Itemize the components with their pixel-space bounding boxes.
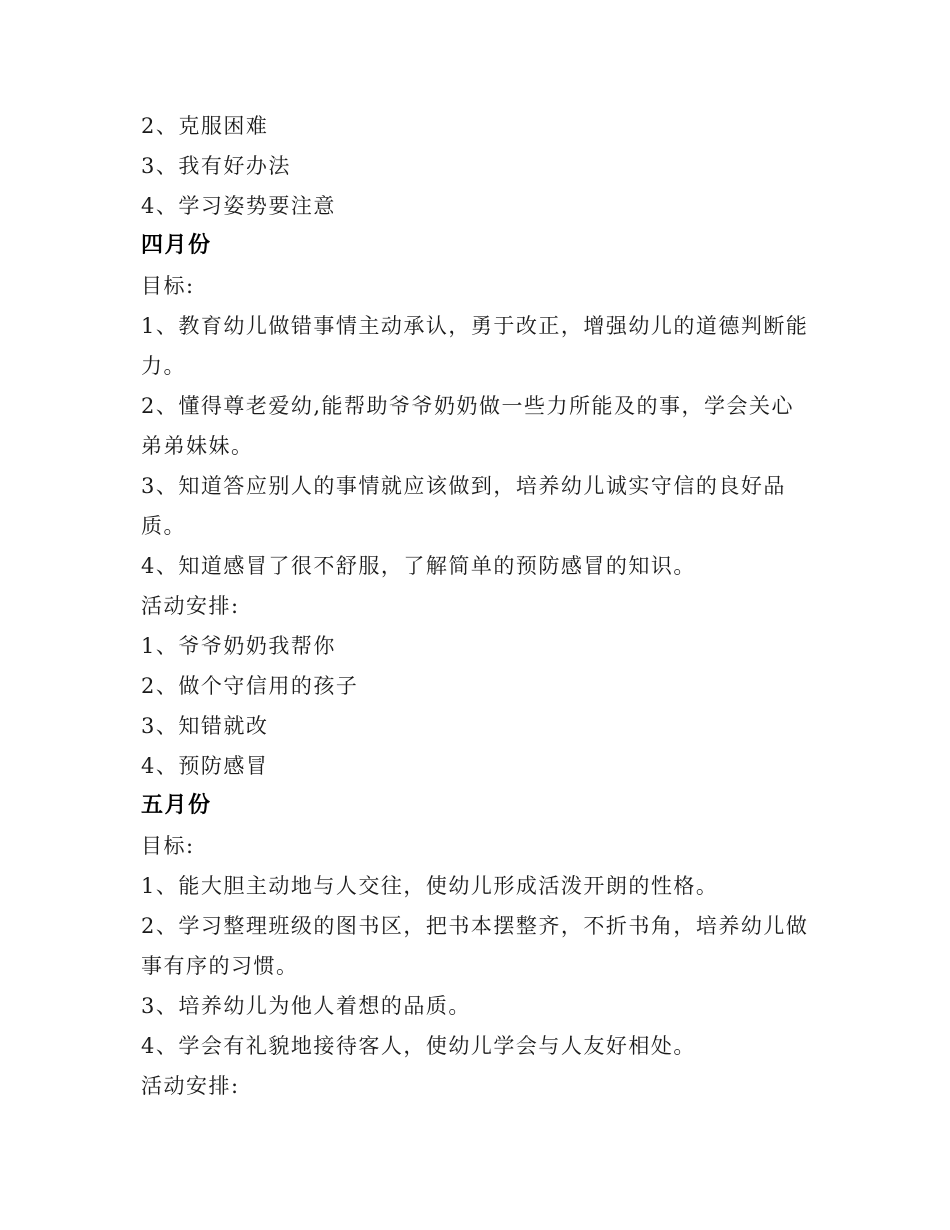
section-heading-april: 四月份 [141, 233, 212, 258]
goal-item: 2、懂得尊老爱幼,能帮助爷爷奶奶做一些力所能及的事，学会关心弟弟妹妹。 [141, 394, 795, 458]
activity-item: 4、预防感冒 [141, 754, 269, 778]
activity-item: 1、爷爷奶奶我帮你 [141, 634, 336, 658]
document-body [141, 106, 811, 1106]
goal-item: 3、知道答应别人的事情就应该做到，培养幼儿诚实守信的良好品质。 [141, 474, 786, 538]
goal-item: 4、学会有礼貌地接待客人，使幼儿学会与人友好相处。 [141, 1034, 696, 1058]
goal-item: 3、培养幼儿为他人着想的品质。 [141, 994, 471, 1018]
goal-item: 2、学习整理班级的图书区，把书本摆整齐，不折书角，培养幼儿做事有序的习惯。 [141, 914, 809, 978]
list-item: 4、学习姿势要注意 [141, 194, 336, 218]
activities-label: 活动安排: [141, 594, 240, 618]
activity-item: 3、知错就改 [141, 714, 269, 738]
list-item: 2、克服困难 [141, 114, 269, 138]
goals-label: 目标: [141, 274, 195, 298]
activity-item: 2、做个守信用的孩子 [141, 674, 359, 698]
goal-item: 1、能大胆主动地与人交往，使幼儿形成活泼开朗的性格。 [141, 874, 719, 898]
goal-item: 4、知道感冒了很不舒服，了解简单的预防感冒的知识。 [141, 554, 696, 578]
goal-item: 1、教育幼儿做错事情主动承认，勇于改正，增强幼儿的道德判断能力。 [141, 314, 809, 378]
list-item: 3、我有好办法 [141, 154, 291, 178]
activities-label: 活动安排: [141, 1074, 240, 1098]
goals-label: 目标: [141, 834, 195, 858]
section-heading-may: 五月份 [141, 793, 212, 818]
